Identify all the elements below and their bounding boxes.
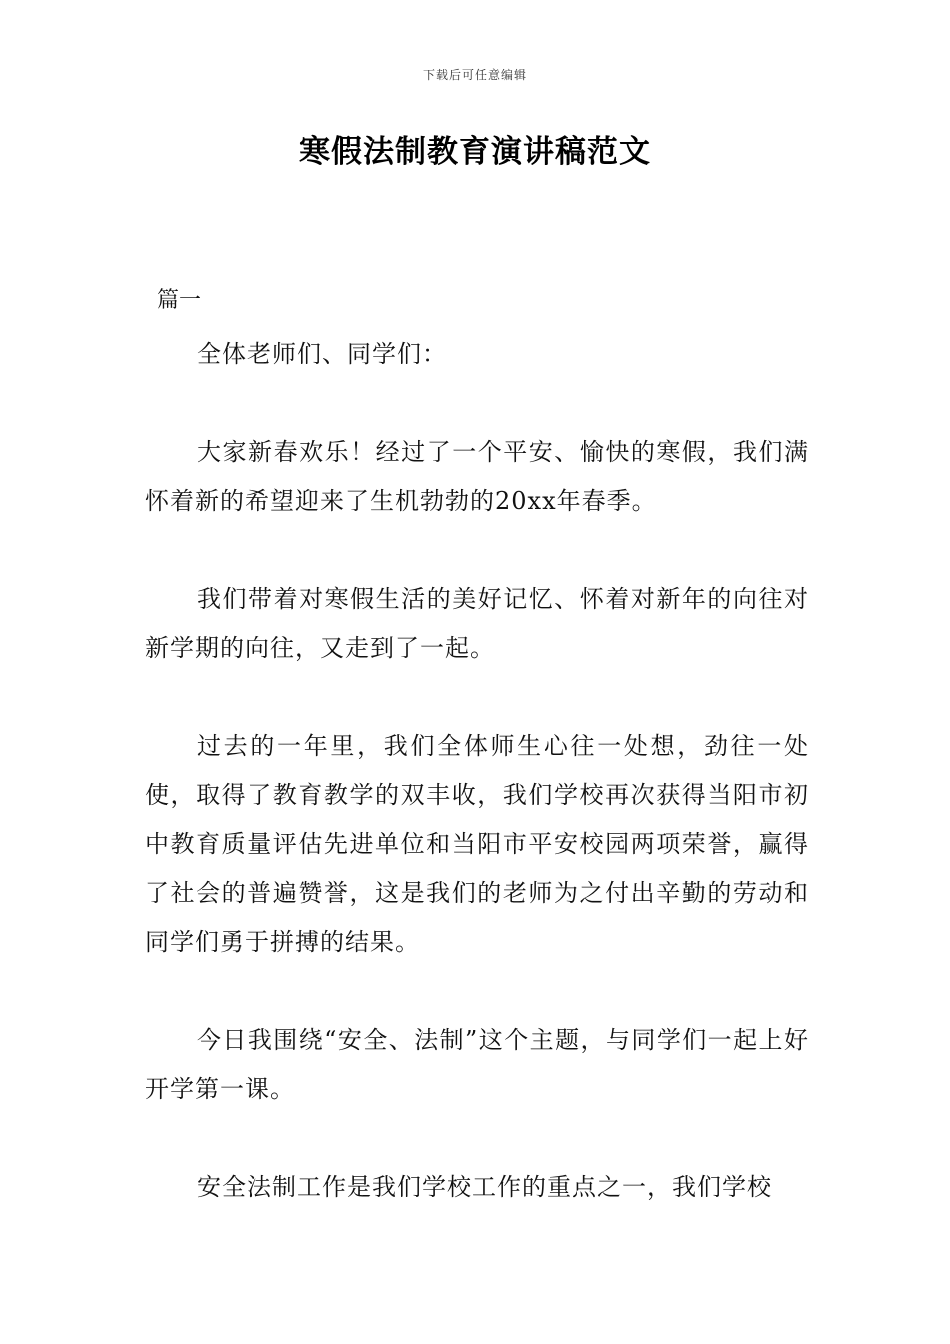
salutation: 全体老师们、同学们：	[197, 340, 447, 368]
paragraph-4: 今日我围绕“安全、法制”这个主题，与同学们一起上好开学第一课。	[145, 1026, 809, 1103]
paragraph-3: 过去的一年里，我们全体师生心往一处想，劲往一处使，取得了教育教学的双丰收，我们学校再次获得当阳市初中教育质量评估先进单位和当阳市平安校园两项荣誉，赢得了社会的普遍赞誉，这是我们的老师为之付出辛勤的劳动和同学们勇于拼搏的结果。	[145, 732, 809, 956]
header-note: 下载后可任意编辑	[422, 68, 527, 82]
paragraph-1: 大家新春欢乐！经过了一个平安、愉快的寒假，我们满怀着新的希望迎来了生机勃勃的20xx年春季。	[145, 438, 809, 515]
paragraph-5: 安全法制工作是我们学校工作的重点之一，我们学校	[197, 1173, 772, 1201]
page-title: 寒假法制教育演讲稿范文	[299, 134, 651, 170]
section-label: 篇一	[157, 288, 202, 313]
paragraph-2: 我们带着对寒假生活的美好记忆、怀着对新年的向往对新学期的向往，又走到了一起。	[145, 585, 809, 662]
document-body	[145, 330, 809, 1212]
